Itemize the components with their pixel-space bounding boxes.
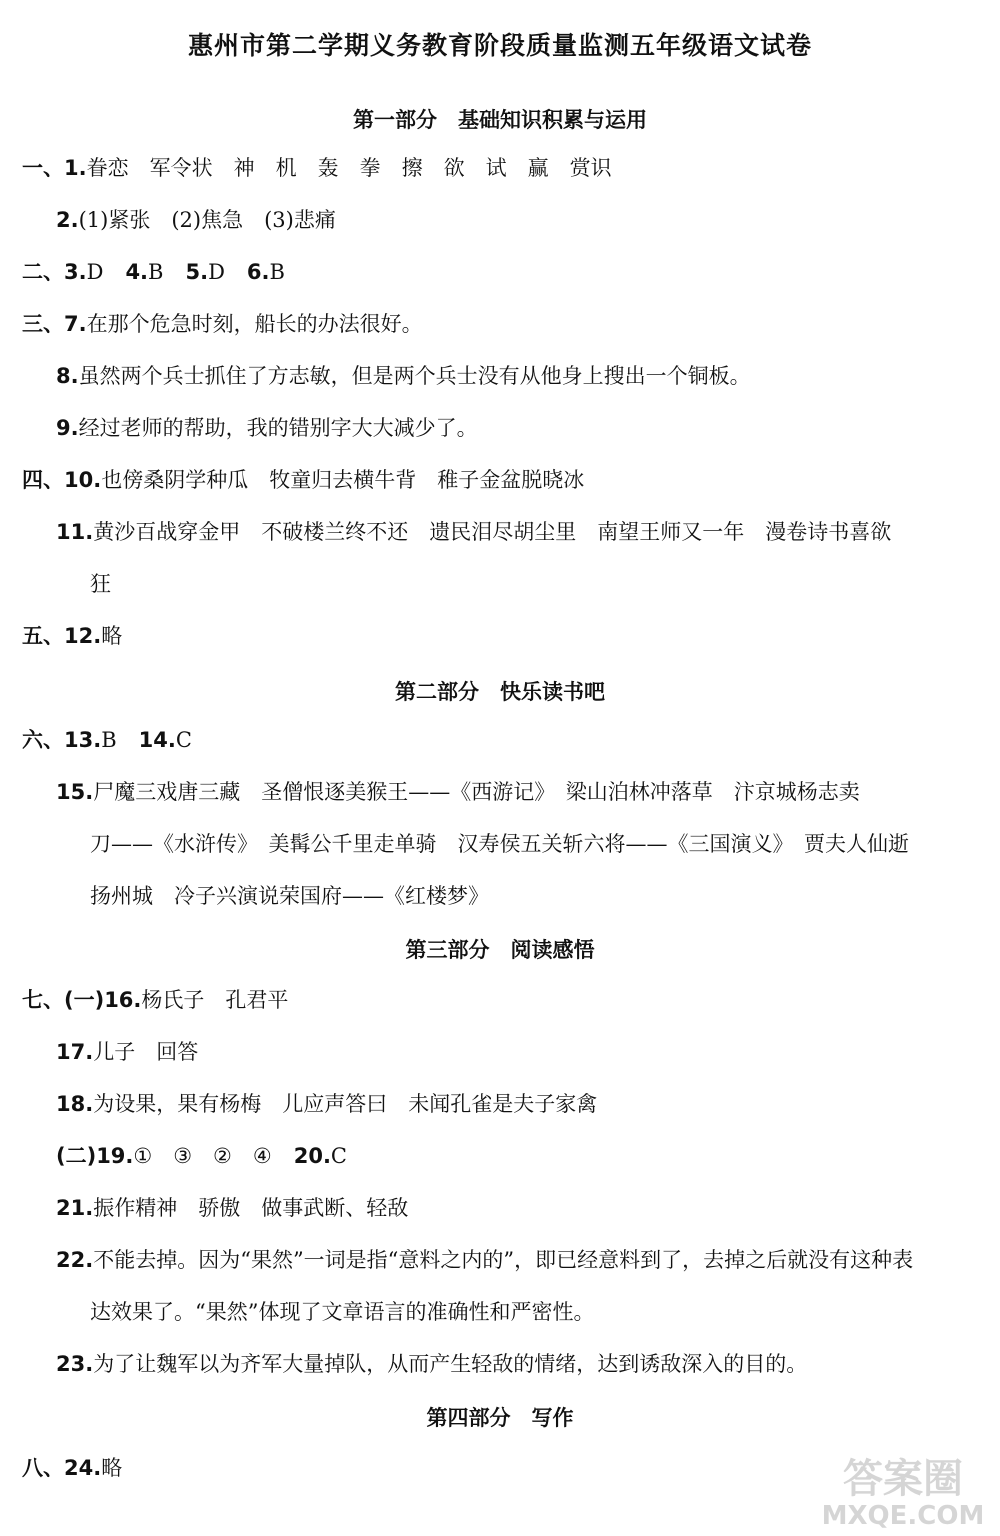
question-number: 17. [56,1040,94,1064]
question-number: 23. [56,1352,94,1376]
answer-line-11 [22,726,192,754]
answer-text: D [208,260,225,284]
page-title: 惠州市第二学期义务教育阶段质量监测五年级语文试卷 [187,31,812,60]
question-number: 20. [293,1144,331,1168]
answer-text: D [86,260,104,284]
question-number: 18. [56,1092,94,1116]
answer-line-15 [22,986,288,1014]
watermark-bottom-text: MXQE.COM [821,1501,985,1530]
answer-line-9 [90,570,111,598]
question-number: 11. [56,520,94,544]
answer-line-3 [22,258,285,286]
answer-text: 略 [101,624,123,648]
answer-text: 不能去掉。因为“果然”一词是指“意料之内的”，即已经意料到了，去掉之后就没有这种表 [93,1248,914,1272]
answer-text: 扬州城 冷子兴演说荣国府——《红楼梦》 [90,884,489,908]
answer-text: 也傍桑阴学种瓜 牧童归去横牛背 稚子金盆脱晓冰 [101,468,585,492]
answer-line-1 [22,154,612,182]
answer-line-23 [22,1454,122,1482]
answer-text: 达效果了。“果然”体现了文章语言的准确性和严密性。 [90,1300,595,1324]
answer-line-13 [90,830,909,858]
answer-text: B [269,260,285,284]
answer-text: 刀——《水浒传》 美髯公千里走单骑 汉寿侯五关斩六将——《三国演义》 贾夫人仙逝 [90,832,909,856]
question-number: 5. [185,260,209,284]
watermark-top-text: 答案圈 [843,1456,963,1502]
answer-line-21 [90,1298,594,1326]
answer-text: 眷恋 军令状 神 机 轰 拳 擦 欲 试 赢 赏识 [86,156,612,180]
question-number: 二、3. [22,260,87,284]
answer-line-14 [90,882,489,910]
answer-text: B [101,728,117,752]
question-number: 21. [56,1196,94,1220]
question-number: 4. [125,260,149,284]
answer-text: C [175,728,192,752]
answer-line-2 [56,206,336,234]
answer-text: 为设果，果有杨梅 儿应声答曰 未闻孔雀是夫子家禽 [93,1092,598,1116]
answer-line-16 [56,1038,198,1066]
question-number: 四、10. [22,468,102,492]
question-number: 一、1. [22,156,87,180]
question-number: (二)19. [56,1144,134,1168]
question-number: 22. [56,1248,94,1272]
answer-line-10 [22,622,122,650]
question-number: 14. [138,728,176,752]
answer-line-22 [56,1350,807,1378]
answer-text: 为了让魏军以为齐军大量掉队，从而产生轻敌的情绪，达到诱敌深入的目的。 [93,1352,808,1376]
section-heading-part1: 第一部分 基础知识积累与运用 [353,108,647,132]
answer-line-8 [56,518,891,546]
answer-text: 振作精神 骄傲 做事武断、轻敌 [93,1196,409,1220]
answer-text: 儿子 回答 [93,1040,199,1064]
answer-line-7 [22,466,584,494]
answer-line-18 [56,1142,347,1170]
answer-line-17 [56,1090,597,1118]
section-heading-part4: 第四部分 写作 [426,1406,574,1430]
question-number: 6. [246,260,270,284]
question-number: 8. [56,364,79,388]
answer-text: ① ③ ② ④ [133,1144,272,1168]
answer-text: 狂 [90,572,111,596]
answer-text: (1)紧张 (2)焦急 (3)悲痛 [78,208,336,232]
answer-text: 经过老师的帮助，我的错别字大大减少了。 [78,416,478,440]
question-number: 六、13. [22,728,102,752]
answer-line-20 [56,1246,913,1274]
question-number: 9. [56,416,79,440]
question-number: 2. [56,208,79,232]
question-number: 15. [56,780,94,804]
question-number: 八、24. [22,1456,102,1480]
section-heading-part2: 第二部分 快乐读书吧 [395,680,605,704]
answer-text: 黄沙百战穿金甲 不破楼兰终不还 遗民泪尽胡尘里 南望王师又一年 漫卷诗书喜欲 [93,520,892,544]
answer-text: B [148,260,164,284]
question-number: 七、(一)16. [22,988,142,1012]
answer-line-19 [56,1194,408,1222]
answer-text: 虽然两个兵士抓住了方志敏，但是两个兵士没有从他身上搜出一个铜板。 [78,364,751,388]
site-watermark-logo [818,1450,988,1530]
answer-text: 略 [101,1456,123,1480]
question-number: 五、12. [22,624,102,648]
section-heading-part3: 第三部分 阅读感悟 [405,938,595,962]
answer-line-4 [22,310,423,338]
answer-text: 杨氏子 孔君平 [141,988,289,1012]
answer-text: C [330,1144,347,1168]
answer-text: 尸魔三戏唐三藏 圣僧恨逐美猴王——《西游记》 梁山泊林冲落草 汴京城杨志卖 [93,780,860,804]
answer-text: 在那个危急时刻，船长的办法很好。 [86,312,423,336]
answer-line-12 [56,778,860,806]
answer-line-5 [56,362,751,390]
answer-line-6 [56,414,478,442]
question-number: 三、7. [22,312,87,336]
